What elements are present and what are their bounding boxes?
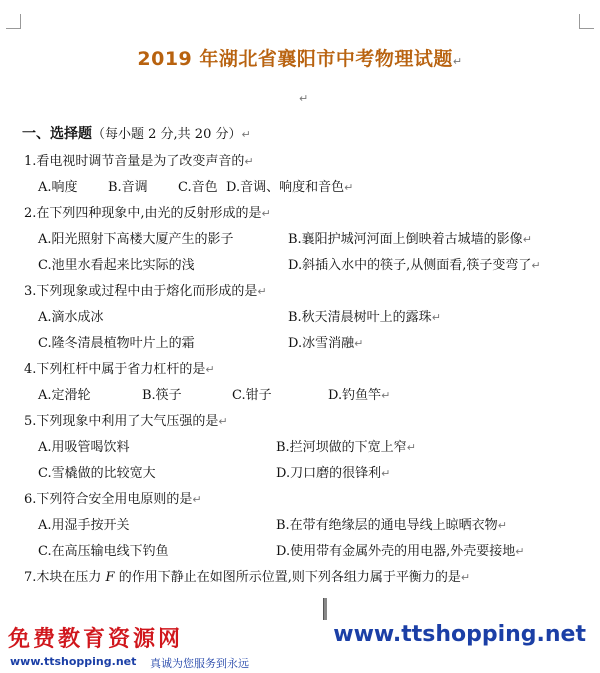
paragraph-mark-icon: ↵ — [452, 55, 463, 68]
site-url-small[interactable]: www.ttshopping.net — [10, 655, 137, 668]
option-a: A.定滑轮 — [38, 388, 91, 403]
margin-corner-top-right — [579, 14, 594, 29]
option-b — [276, 514, 507, 533]
question-7-stem — [24, 566, 470, 585]
section-title: 一、选择题 — [22, 126, 92, 142]
section-scoring-note: （每小题 2 分,共 20 分） — [92, 127, 242, 142]
question-3-stem — [24, 280, 267, 299]
paragraph-mark-icon: ↵ — [205, 363, 215, 376]
question-4-options — [38, 384, 390, 403]
paragraph-mark-icon: ↵ — [244, 155, 254, 168]
option-d — [276, 540, 524, 559]
paragraph-mark-icon: ↵ — [218, 415, 228, 428]
option-text: B.在带有绝缘层的通电导线上晾晒衣物 — [276, 518, 498, 533]
option-d: D.钓鱼竿 — [328, 388, 382, 403]
paragraph-mark-icon: ↵ — [261, 207, 271, 220]
question-text: 5.下列现象中利用了大气压强的是 — [24, 414, 219, 429]
site-url-large[interactable]: www.ttshopping.net — [333, 622, 586, 647]
question-text: 4.下列杠杆中属于省力杠杆的是 — [24, 362, 206, 377]
option-text: B.秋天清晨树叶上的露珠 — [288, 310, 432, 325]
option-c: C.在高压输电线下钓鱼 — [38, 544, 169, 559]
paragraph-mark-icon: ↵ — [497, 519, 507, 532]
paragraph-mark-icon: ↵ — [406, 441, 416, 454]
option-b — [276, 436, 416, 455]
paragraph-mark-icon: ↵ — [299, 92, 309, 105]
title-text: 2019 年湖北省襄阳市中考物理试题 — [137, 48, 453, 70]
question-5-stem — [24, 410, 228, 429]
option-c: C.音色 — [178, 180, 218, 195]
question-1-options — [38, 176, 353, 195]
paragraph-mark-icon: ↵ — [531, 259, 541, 272]
paragraph-mark-icon: ↵ — [241, 128, 251, 141]
paragraph-mark-icon: ↵ — [381, 389, 391, 402]
question-text: 3.下列现象或过程中由于熔化而形成的是 — [24, 284, 258, 299]
option-text: D.冰雪消融 — [288, 336, 355, 351]
option-b: B.筷子 — [142, 388, 182, 403]
paragraph-mark-icon: ↵ — [522, 233, 532, 246]
option-text: B.襄阳护城河河面上倒映着古城墙的影像 — [288, 232, 523, 247]
option-text: D.刀口磨的很锋利 — [276, 466, 382, 481]
force-variable: F — [105, 570, 115, 585]
option-a: A.用吸管喝饮料 — [38, 440, 130, 455]
question-text: 的作用下静止在如图所示位置,则下列各组力属于平衡力的是 — [114, 570, 461, 585]
question-2-stem — [24, 202, 271, 221]
question-text: 6.下列符合安全用电原则的是 — [24, 492, 193, 507]
option-text: D.斜插入水中的筷子,从侧面看,筷子变弯了 — [288, 258, 532, 273]
section-heading — [22, 123, 251, 143]
question-text: 2.在下列四种现象中,由光的反射形成的是 — [24, 206, 262, 221]
paragraph-mark-icon: ↵ — [381, 467, 391, 480]
paragraph-mark-icon: ↵ — [257, 285, 267, 298]
option-a: A.响度 — [38, 180, 78, 195]
option-c: C.雪橇做的比较宽大 — [38, 466, 156, 481]
question-text: 7.木块在压力 — [24, 570, 106, 585]
margin-corner-top-left — [6, 14, 21, 29]
option-a: A.用湿手按开关 — [38, 518, 130, 533]
paragraph-mark-icon: ↵ — [354, 337, 364, 350]
option-c: C.钳子 — [232, 388, 272, 403]
paragraph-mark-icon: ↵ — [515, 545, 525, 558]
option-b: B.音调 — [108, 180, 148, 195]
text-cursor — [323, 598, 327, 620]
question-4-stem — [24, 358, 215, 377]
option-d — [288, 254, 541, 273]
option-c: C.池里水看起来比实际的浅 — [38, 258, 195, 273]
paragraph-mark-icon: ↵ — [431, 311, 441, 324]
option-b — [288, 228, 532, 247]
option-c: C.隆冬清晨植物叶片上的霜 — [38, 336, 195, 351]
option-d — [276, 462, 390, 481]
option-a: A.滴水成冰 — [38, 310, 104, 325]
option-text: B.拦河坝做的下宽上窄 — [276, 440, 407, 455]
document-title — [0, 44, 600, 71]
site-brand-logo: 免费教育资源网 — [8, 626, 184, 652]
paragraph-mark-icon: ↵ — [344, 181, 354, 194]
question-6-stem — [24, 488, 202, 507]
question-1-stem — [24, 150, 254, 169]
site-slogan: 真诚为您服务到永远 — [150, 657, 249, 670]
paragraph-mark-icon: ↵ — [192, 493, 202, 506]
option-d: D.音调、响度和音色 — [226, 180, 345, 195]
question-text: 1.看电视时调节音量是为了改变声音的 — [24, 154, 245, 169]
option-b — [288, 306, 441, 325]
paragraph-mark-icon: ↵ — [460, 571, 471, 584]
option-text: D.使用带有金属外壳的用电器,外壳要接地 — [276, 544, 516, 559]
option-a: A.阳光照射下高楼大厦产生的影子 — [38, 232, 234, 247]
option-d — [288, 332, 363, 351]
